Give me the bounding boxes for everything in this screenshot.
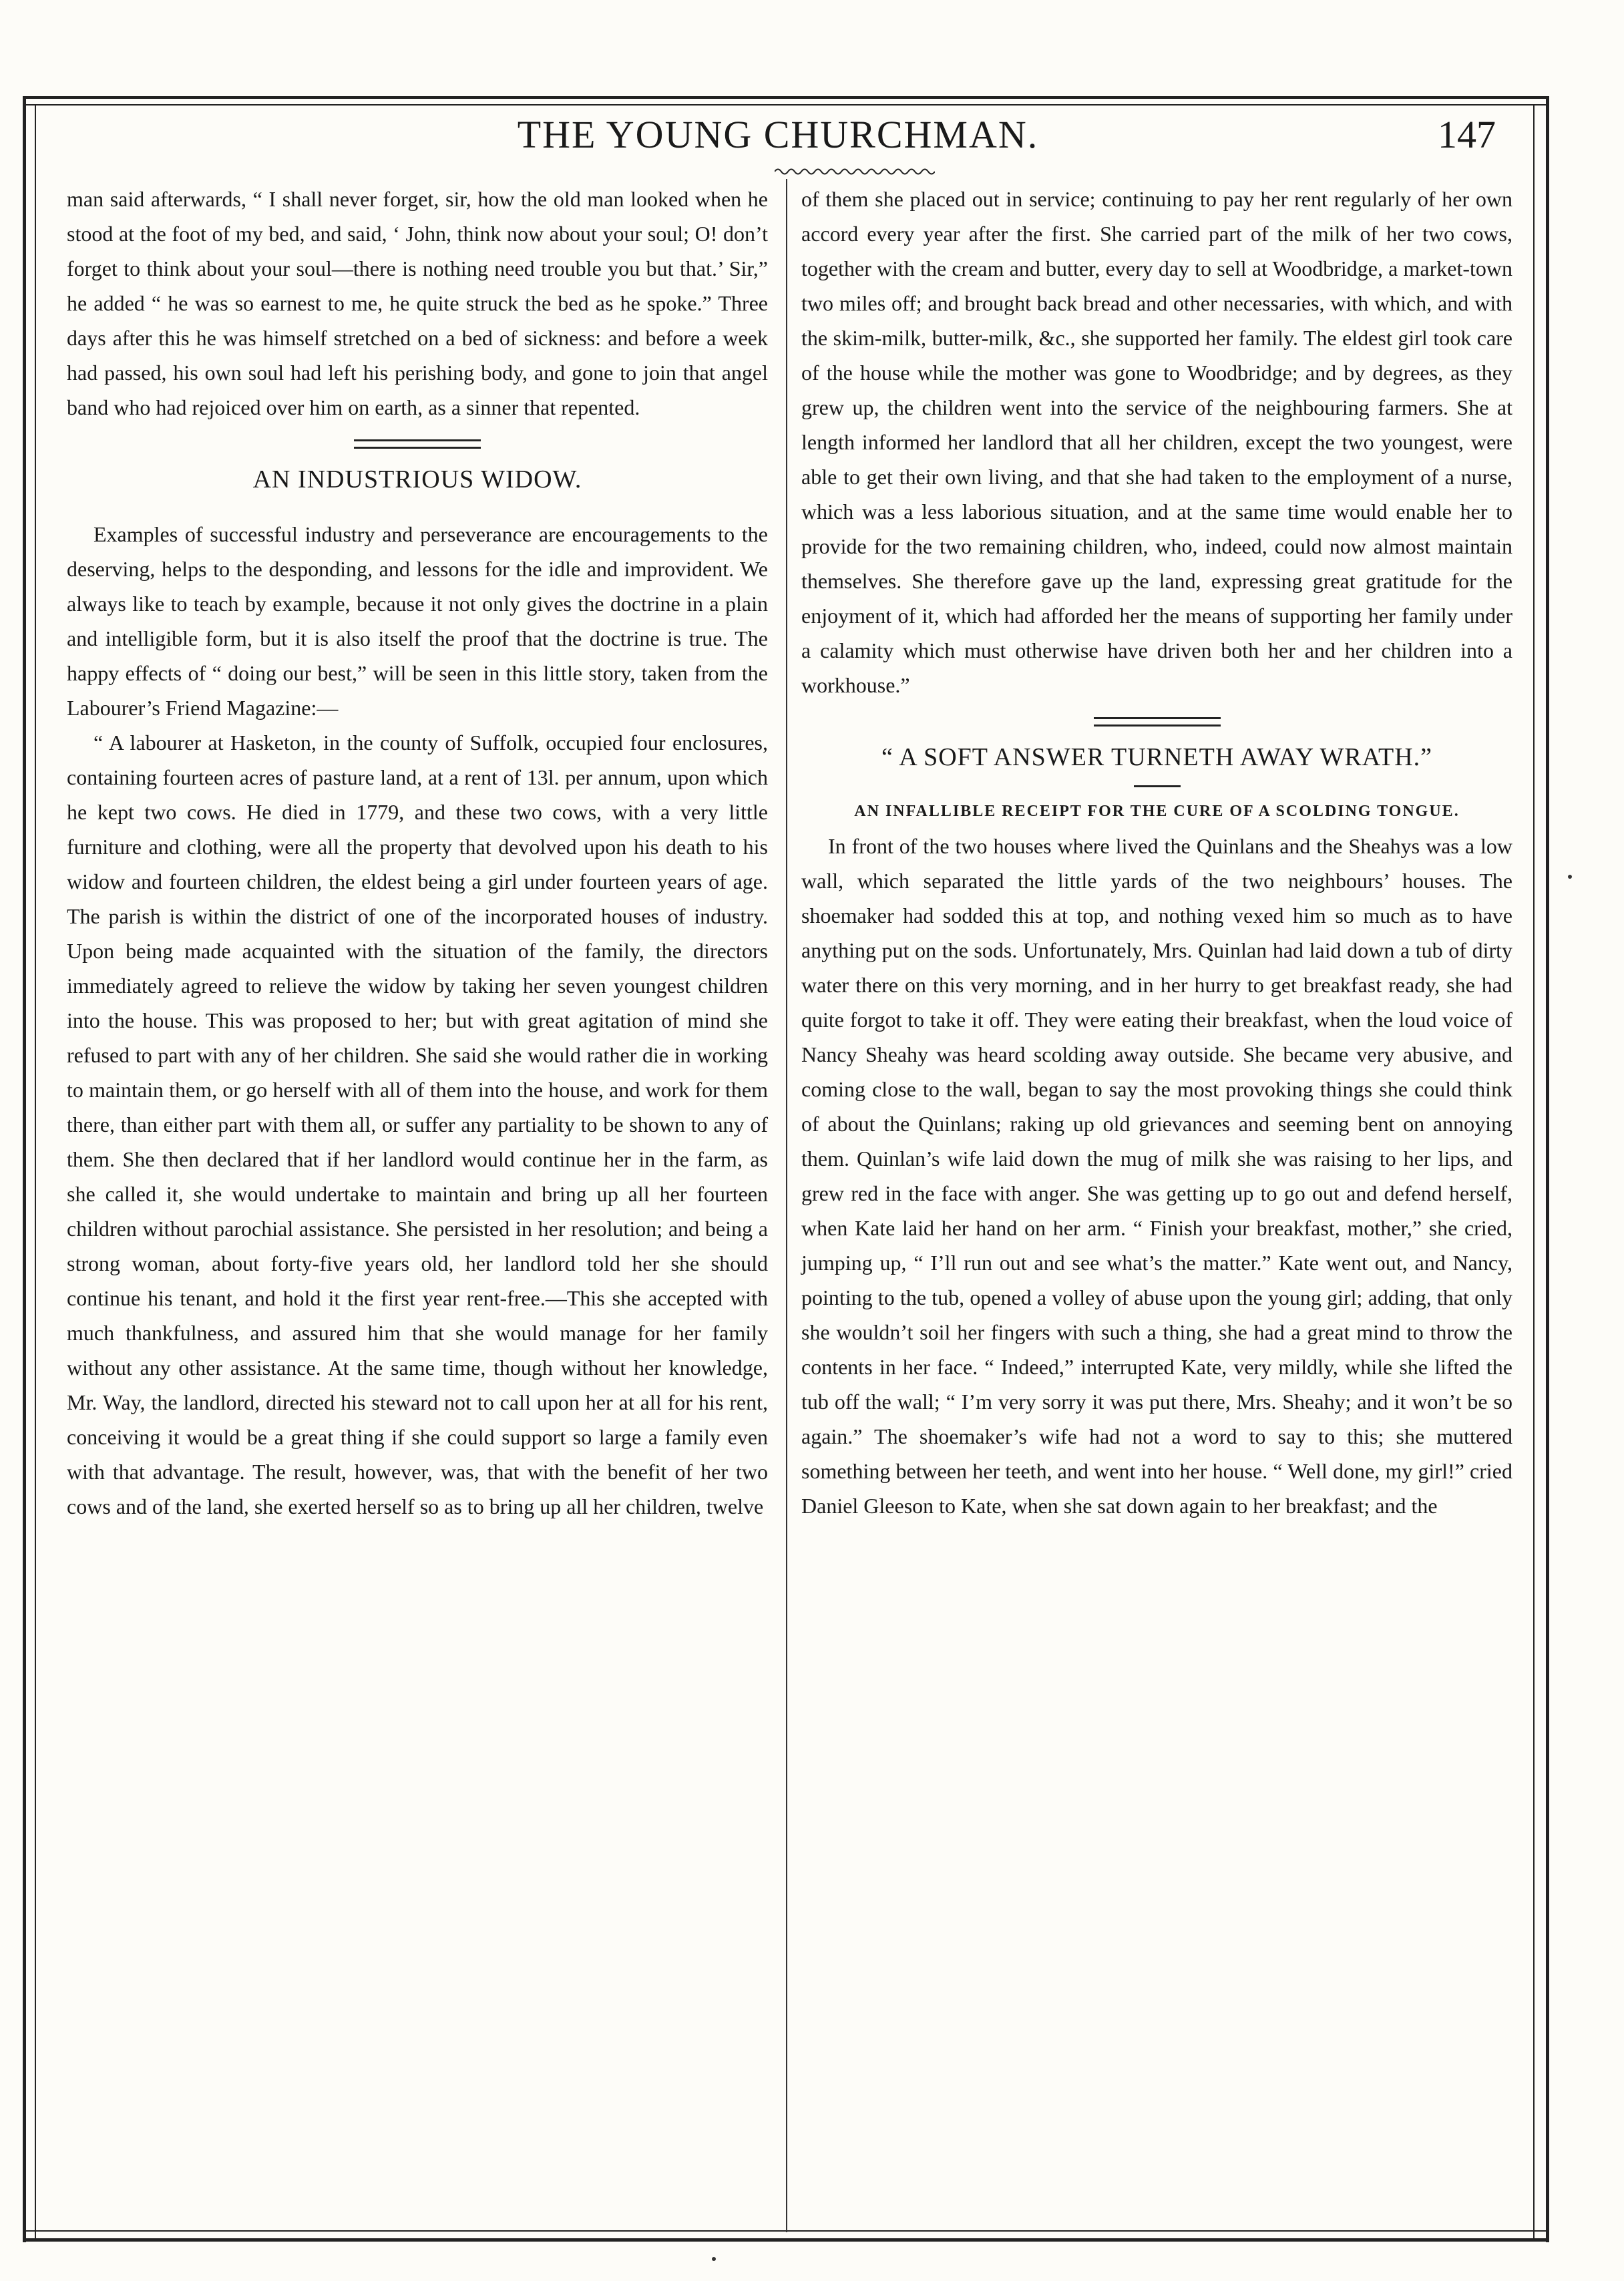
article-heading-widow: AN INDUSTRIOUS WIDOW. xyxy=(252,465,582,493)
column-divider xyxy=(786,179,787,2232)
right-column xyxy=(801,182,1512,1523)
left-paragraph-1: man said afterwards, “ I shall never forget, sir, how the old man looked when he stood at the foot of my bed, and said, ‘ John, think now about your soul; O! don’t forget to think about your soul—there is nothing need trouble you but that.’ Sir,” he added “ he was so earnest to me, he quite struck the bed as he spoke.” Three days after this he was himself stretched on a bed of sickness: and before a week had passed, his own soul had left his perishing body, and gone to join that angel band who had rejoiced over him on earth, as a sinner that repented. xyxy=(67,187,768,419)
ink-speck xyxy=(1568,875,1572,879)
left-paragraph-3: “ A labourer at Hasketon, in the county of Suffolk, occupied four enclosures, containing fourteen acres of pasture land, at a rent of 13l. per annum, upon which he kept two cows. He died in 1779, and these two cows, with a very little furniture and clothing, were all the property that devolved upon his death to his widow and fourteen children, the eldest being a girl under fourteen years of age. The parish is within the district of one of the incorporated houses of industry. Upon being made acquainted with the situation of the family, the directors immediately agreed to relieve the widow by taking her seven youngest children into the house. This was proposed to her; but with great agitation of mind she refused to part with any of her children. She said she would rather die in working to maintain them, or go herself with all of them into the house, and work for them there, than either part with them all, or suffer any partiality to be shown to any of them. She then declared that if her landlord would continue her in the farm, as she called it, she would undertake to maintain and bring up all her fourteen children without parochial assistance. She persisted in her resolution; and being a strong woman, about forty-five years old, her landlord told her she should continue his tenant, and hold it the first year rent-free.—This she accepted with much thankfulness, and assured him that she would manage for her family without any other assistance. At the same time, though without her knowledge, Mr. Way, the landlord, directed his steward not to call upon her at all for his rent, conceiving it would be a great thing if she could support so large a family even with that advantage. The result, however, was, that with the benefit of her two cows and of the land, she exerted herself so as to bring up all her children, twelve xyxy=(67,731,768,1518)
section-divider xyxy=(1094,717,1221,727)
article-heading-soft-answer: “ A SOFT ANSWER TURNETH AWAY WRATH.” xyxy=(881,743,1433,771)
right-paragraph-2: In front of the two houses where lived the Quinlans and the Sheahys was a low wall, which separated the little yards of the two neighbours’ houses. The shoemaker had sodded this at top, and nothing vexed him so much as to have anything put on the sods. Unfortunately, Mrs. Quinlan had laid down a tub of dirty water there on this very morning, and in her hurry to get breakfast ready, she had quite forgot to take it off. They were eating their breakfast, when the loud voice of Nancy Sheahy was heard scolding away outside. She became very abusive, and coming close to the wall, began to say the most provoking things she could think of about the Quinlans; raking up old grievances and seeming bent on annoying them. Quinlan’s wife laid down the mug of milk she was raising to her lips, and grew red in the face with anger. She was getting up to go out and defend herself, when Kate laid her hand on her arm. “ Finish your breakfast, mother,” she cried, jumping up, “ I’ll run out and see what’s the matter.” Kate went out, and Nancy, pointing to the tub, opened a volley of abuse upon the young girl; adding, that only she wouldn’t soil her fingers with such a thing, she had a great mind to throw the contents in her face. “ Indeed,” interrupted Kate, very mildly, while she lifted the tub off the wall; “ I’m very sorry it was put there, Mrs. Sheahy; and it won’t be so again.” The shoemaker’s wife had not a word to say to this; she muttered something between her teeth, and went into her house. “ Well done, my girl!” cried Daniel Gleeson to Kate, when she sat down again to her breakfast; and the xyxy=(801,834,1512,1518)
ink-speck xyxy=(712,2257,716,2261)
short-divider xyxy=(1134,785,1181,787)
bottom-border-rule xyxy=(23,2238,1546,2242)
running-head xyxy=(60,112,1496,166)
page-number: 147 xyxy=(1438,113,1496,156)
article-subheading: AN INFALLIBLE RECEIPT FOR THE CURE OF A SCOLDING TONGUE. xyxy=(854,803,1460,820)
left-paragraph-2: Examples of successful industry and perseverance are encouragements to the deserving, helps to the desponding, and lessons for the idle and improvident. We always like to teach by example, because it not only gives the doctrine in a plain and intelligible form, but it is also itself the proof that the doctrine is true. The happy effects of “ doing our best,” will be seen in this little story, taken from the Labourer’s Friend Magazine:— xyxy=(67,522,768,720)
section-divider xyxy=(354,439,481,449)
left-column xyxy=(67,182,768,1524)
journal-title: THE YOUNG CHURCHMAN. xyxy=(517,113,1039,156)
wavy-ornament xyxy=(775,167,935,176)
left-border-rule xyxy=(35,104,36,2238)
right-paragraph-1: of them she placed out in service; continuing to pay her rent regularly of her own accord every year after the first. She carried part of the milk of her two cows, together with the cream and butter, every day to sell at Woodbridge, a market-town two miles off; and brought back bread and other necessaries, with which, and with the skim-milk, butter-milk, &c., she supported her family. The eldest girl took care of the house while the mother was gone to Woodbridge; and by degrees, as they grew up, the children went into the service of the neighbouring farmers. She at length informed her landlord that all her children, except the two youngest, were able to get their own living, and that she had taken to the employment of a nurse, which was a less laborious situation, and at the same time would enable her to provide for the two remaining children, who, indeed, could now almost maintain themselves. She therefore gave up the land, expressing great gratitude for the enjoyment of it, which had afforded her the means of supporting her family under a calamity which must otherwise have driven both her and her children into a workhouse.” xyxy=(801,187,1512,697)
bottom-border-rule-thin xyxy=(23,2230,1546,2232)
right-border-rule xyxy=(1533,104,1535,2238)
